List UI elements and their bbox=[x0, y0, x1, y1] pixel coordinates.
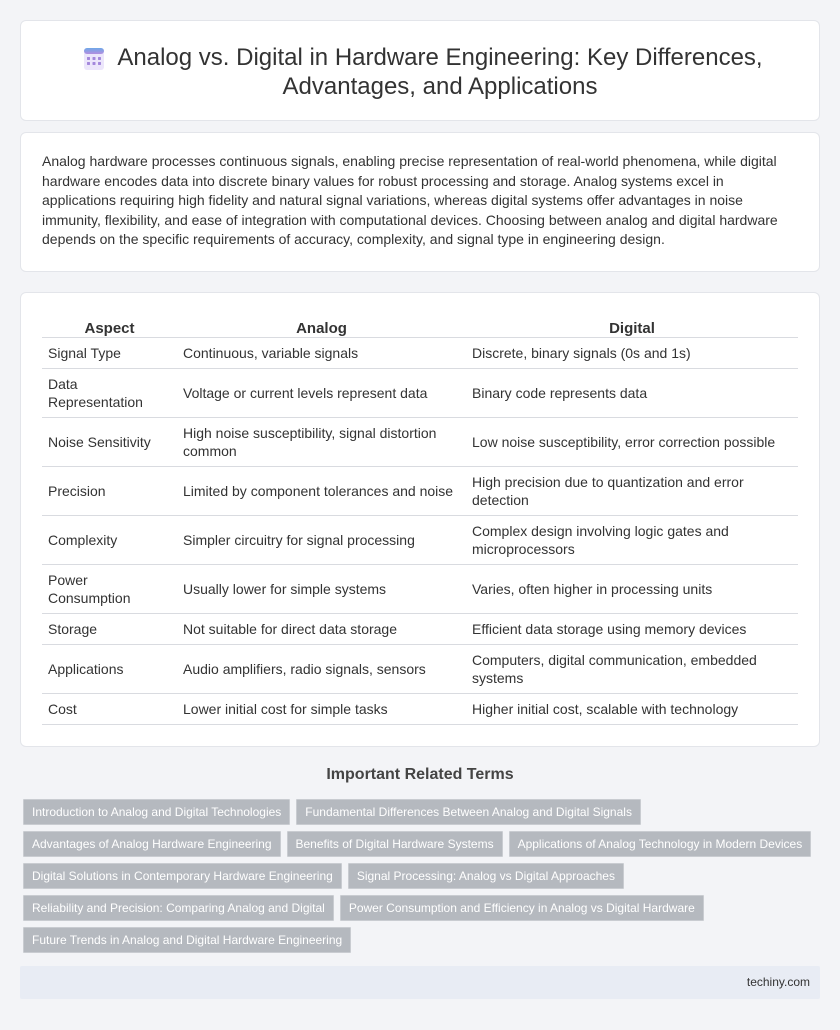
table-cell: Higher initial cost, scalable with technology bbox=[466, 693, 798, 724]
table-cell: Varies, often higher in processing units bbox=[466, 564, 798, 613]
table-cell: Simpler circuitry for signal processing bbox=[177, 515, 466, 564]
table-cell: Continuous, variable signals bbox=[177, 337, 466, 368]
table-row bbox=[42, 368, 798, 417]
related-term-tag[interactable]: Introduction to Analog and Digital Technologies bbox=[23, 799, 290, 825]
intro-card bbox=[20, 132, 820, 272]
title-card bbox=[20, 20, 820, 121]
header-aspect: Aspect bbox=[42, 315, 177, 337]
table-cell: Data Representation bbox=[42, 368, 177, 417]
footer-bar bbox=[20, 966, 820, 999]
table-cell: Efficient data storage using memory devices bbox=[466, 613, 798, 644]
table-cell: Binary code represents data bbox=[466, 368, 798, 417]
table-row bbox=[42, 644, 798, 693]
table-cell: Not suitable for direct data storage bbox=[177, 613, 466, 644]
header-digital: Digital bbox=[466, 315, 798, 337]
table-cell: Discrete, binary signals (0s and 1s) bbox=[466, 337, 798, 368]
table-cell: Lower initial cost for simple tasks bbox=[177, 693, 466, 724]
related-term-tag[interactable]: Fundamental Differences Between Analog and Digital Signals bbox=[296, 799, 641, 825]
related-terms-list bbox=[23, 799, 823, 959]
table-cell: Cost bbox=[42, 693, 177, 724]
table-row bbox=[42, 564, 798, 613]
table-header-row bbox=[42, 315, 798, 337]
header-analog: Analog bbox=[177, 315, 466, 337]
table-cell: Computers, digital communication, embedded systems bbox=[466, 644, 798, 693]
related-terms-heading: Important Related Terms bbox=[326, 766, 514, 783]
table-cell: Applications bbox=[42, 644, 177, 693]
table-cell: Complexity bbox=[42, 515, 177, 564]
table-row bbox=[42, 693, 798, 724]
footer-site-link[interactable]: techiny.com bbox=[746, 975, 810, 989]
table-cell: Storage bbox=[42, 613, 177, 644]
table-cell: Limited by component tolerances and noise bbox=[177, 466, 466, 515]
table-cell: High precision due to quantization and error detection bbox=[466, 466, 798, 515]
comparison-card bbox=[20, 292, 820, 747]
related-term-tag[interactable]: Advantages of Analog Hardware Engineering bbox=[23, 831, 281, 857]
related-term-tag[interactable]: Benefits of Digital Hardware Systems bbox=[287, 831, 503, 857]
related-term-tag[interactable]: Applications of Analog Technology in Modern Devices bbox=[509, 831, 812, 857]
table-cell: Voltage or current levels represent data bbox=[177, 368, 466, 417]
page-title: Analog vs. Digital in Hardware Engineering: Key Differences, Advantages, and Applications bbox=[117, 44, 763, 100]
table-cell: High noise susceptibility, signal distortion common bbox=[177, 417, 466, 466]
table-cell: Low noise susceptibility, error correction possible bbox=[466, 417, 798, 466]
table-row bbox=[42, 613, 798, 644]
intro-paragraph: Analog hardware processes continuous signals, enabling precise representation of real-world phenomena, while digital hardware encodes data into discrete binary values for robust processing and storage. Analog systems excel in applications requiring high fidelity and natural signal variations, whereas digital systems offer advantages in noise immunity, flexibility, and ease of integration with computational devices. Choosing between analog and digital hardware depends on the specific requirements of accuracy, complexity, and signal type in engineering design. bbox=[42, 153, 778, 248]
table-cell: Noise Sensitivity bbox=[42, 417, 177, 466]
related-term-tag[interactable]: Signal Processing: Analog vs Digital Approaches bbox=[348, 863, 624, 889]
comparison-table bbox=[42, 315, 798, 725]
table-cell: Audio amplifiers, radio signals, sensors bbox=[177, 644, 466, 693]
related-term-tag[interactable]: Reliability and Precision: Comparing Analog and Digital bbox=[23, 895, 334, 921]
related-term-tag[interactable]: Power Consumption and Efficiency in Analog vs Digital Hardware bbox=[340, 895, 704, 921]
table-row bbox=[42, 417, 798, 466]
table-cell: Complex design involving logic gates and microprocessors bbox=[466, 515, 798, 564]
table-cell: Usually lower for simple systems bbox=[177, 564, 466, 613]
related-term-tag[interactable]: Digital Solutions in Contemporary Hardware Engineering bbox=[23, 863, 342, 889]
table-cell: Precision bbox=[42, 466, 177, 515]
table-row bbox=[42, 466, 798, 515]
table-row bbox=[42, 337, 798, 368]
table-row bbox=[42, 515, 798, 564]
table-cell: Signal Type bbox=[42, 337, 177, 368]
related-term-tag[interactable]: Future Trends in Analog and Digital Hardware Engineering bbox=[23, 927, 351, 953]
table-cell: Power Consumption bbox=[42, 564, 177, 613]
